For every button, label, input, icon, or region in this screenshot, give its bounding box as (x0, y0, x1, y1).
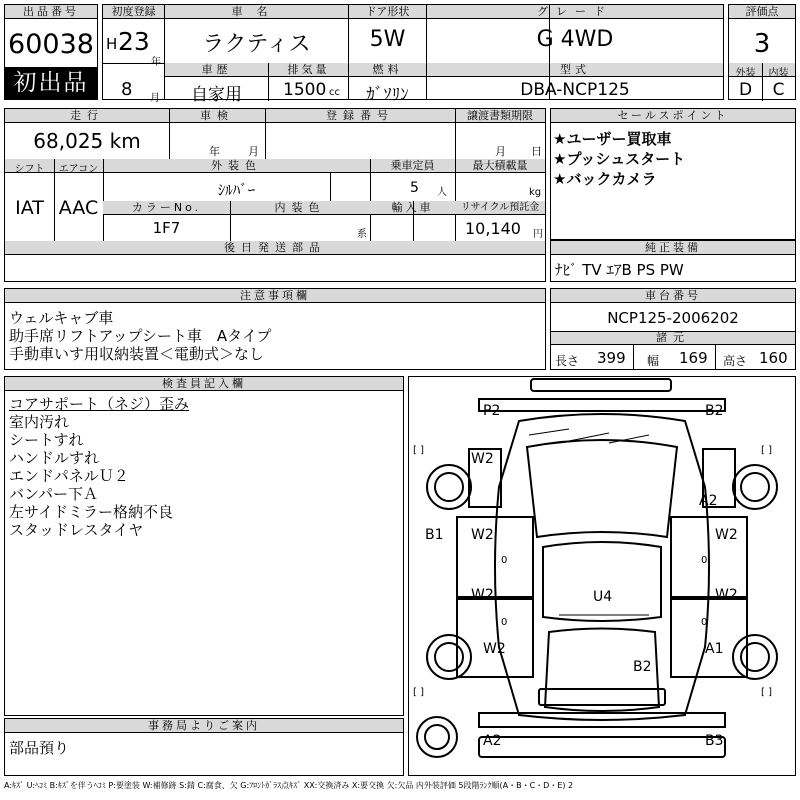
model: DBA-NCP125 (520, 80, 630, 100)
damage-mark-w2: W2 (715, 527, 738, 543)
inspector-note: 室内汚れ (9, 413, 70, 431)
vehicle-details-box (4, 108, 546, 282)
damage-mark-w2: W2 (715, 587, 738, 603)
damage-mark-b3: B3 (705, 733, 724, 749)
shift: IAT (15, 197, 44, 219)
office-text: 部品預り (9, 739, 70, 757)
zero-mark: 0 (701, 617, 708, 628)
zero-mark: 0 (501, 617, 508, 628)
damage-mark-a2: A2 (699, 493, 718, 509)
recycle-label: リサイクル預託金 (460, 202, 540, 213)
width-label: 幅 (647, 354, 660, 368)
damage-mark-w2: W2 (471, 527, 494, 543)
listing-number-label: 出品番号 (5, 5, 97, 19)
door-type: 5W (369, 27, 406, 52)
inspector-note: コアサポート（ネジ）歪み (9, 395, 190, 413)
color-no: 1F7 (152, 219, 181, 237)
damage-mark-w2: W2 (471, 451, 494, 467)
displacement-unit: cc (329, 87, 340, 98)
listing-number: 60038 (8, 29, 94, 60)
later-parts-label: 後日発送部品 (224, 241, 326, 254)
damage-mark-w2: W2 (471, 587, 494, 603)
grade-label: グレード (537, 5, 613, 18)
bracket-mark: [ ] (761, 687, 772, 698)
sales-points-label: セールスポイント (551, 109, 795, 123)
exterior-grade: D (738, 80, 753, 100)
transfer-label: 譲渡書類期限 (467, 109, 533, 122)
zero-mark: 0 (501, 555, 508, 566)
capacity-label: 乗車定員 (390, 159, 435, 172)
interior-label: 内装 (768, 68, 789, 79)
spec-label: 諸元 (656, 331, 690, 344)
width: 169 (679, 349, 708, 367)
equipment-value: ﾅﾋﾞ TV ｴｱB PS PW (555, 261, 684, 279)
grade: G 4WD (536, 27, 614, 52)
damage-mark-u4: U4 (593, 589, 613, 605)
height-label: 高さ (723, 354, 748, 368)
inspector-note: 左サイドミラー格納不良 (9, 503, 173, 521)
damage-mark-b2-front: B2 (705, 403, 724, 419)
era: H (106, 35, 118, 53)
car-name-label: 車名 (231, 5, 282, 18)
inspector-note: シートすれ (9, 431, 84, 449)
main-info-box (102, 4, 724, 105)
damage-mark-w2: W2 (483, 641, 506, 657)
sales-points-list (553, 129, 685, 189)
history: 自家用 (191, 85, 242, 105)
note-line: 手動車いす用収納装置＜電動式＞なし (9, 345, 265, 363)
chassis-box (550, 288, 796, 370)
score: 3 (753, 29, 771, 59)
bracket-mark: [ ] (413, 445, 424, 456)
inspector-note: ハンドルすれ (9, 449, 100, 467)
sales-points-box (550, 108, 796, 240)
length: 399 (597, 349, 626, 367)
bracket-mark: [ ] (761, 445, 772, 456)
displacement-label: 排気量 (287, 63, 330, 76)
inspector-box (4, 376, 404, 716)
damage-mark-a1: A1 (705, 641, 724, 657)
inspector-notes (9, 395, 189, 539)
color-no-label: カラーNo. (131, 201, 202, 214)
damage-mark-a2: A2 (483, 733, 502, 749)
history-label: 車歴 (201, 63, 232, 76)
note-line: ウェルキャブ車 (9, 309, 114, 327)
score-label: 評価点 (729, 5, 795, 19)
inspector-note: スタッドレスタイヤ (9, 521, 144, 539)
note-line: 助手席リフトアップシート車 Aタイプ (9, 327, 272, 345)
exterior-label: 外装 (735, 68, 756, 79)
equipment-label: 純正装備 (551, 241, 795, 255)
car-diagram-svg (409, 377, 795, 775)
chassis-number: NCP125-2006202 (607, 309, 739, 327)
length-label: 長さ (555, 354, 580, 368)
inspection-year: 年 (209, 145, 220, 158)
model-label: 型式 (560, 63, 590, 76)
notes-label: 注意事項欄 (5, 289, 545, 303)
fuel-label: 燃料 (372, 63, 403, 76)
first-reg-year: 23 (118, 27, 150, 56)
first-listing-badge: 初出品 (5, 67, 97, 99)
mileage-label: 走行 (70, 109, 104, 122)
recycle-amount: 10,140 (465, 219, 521, 238)
interior-grade: C (772, 80, 785, 100)
max-load-label: 最大積載量 (472, 159, 528, 172)
damage-mark-b1: B1 (425, 527, 444, 543)
listing-number-box (4, 4, 98, 100)
notes-list (9, 309, 271, 363)
aircon: AAC (58, 197, 99, 219)
sales-point: ★ユーザー買取車 (553, 130, 672, 148)
regno-label: 登録番号 (326, 109, 394, 122)
inspection-month: 月 (248, 145, 259, 158)
office-label: 事務局よりご案内 (5, 719, 403, 733)
first-reg-month: 8 (121, 79, 133, 100)
aircon-label: エアコン (58, 164, 99, 175)
mileage: 68,025 km (33, 129, 141, 153)
zero-mark: 0 (701, 555, 708, 566)
recycle-unit: 円 (533, 229, 543, 240)
bracket-mark: [ ] (413, 687, 424, 698)
inspection-label: 車検 (200, 109, 234, 122)
transfer-month: 月 (495, 145, 506, 158)
sales-point: ★プッシュスタート (553, 150, 686, 168)
shift-label: シフト (14, 164, 45, 175)
legend-text: A:ｷｽﾞ U:ﾍｺﾐ B:ｷｽﾞを伴うﾍｺﾐ P:要塗装 W:補修跡 S:錆 C:腐食、欠 G:ﾌﾛﾝﾄｶﾞﾗｽ点ｷｽﾞ XX:交換済み X:要交換 欠:欠品 内外装評価 5段階ﾗﾝｸ順(A・B・C・D・E) 2 (4, 781, 574, 790)
damage-mark-b2-rear: B2 (633, 659, 652, 675)
height: 160 (759, 349, 788, 367)
int-color-unit: 系 (357, 229, 367, 240)
notes-box (4, 288, 546, 370)
door-label: ドア形状 (365, 5, 410, 18)
office-box (4, 718, 404, 776)
sales-point: ★バックカメラ (553, 170, 657, 188)
first-reg-label: 初度登録 (111, 5, 156, 18)
ext-color: ｼﾙﾊﾞｰ (217, 181, 256, 199)
damage-mark-p2: P2 (483, 403, 501, 419)
inspector-note: エンドパネルＵ２ (9, 467, 129, 485)
ext-color-label: 外装色 (211, 159, 262, 172)
car-name: ラクティス (202, 32, 311, 57)
import-label: 輸入車 (391, 201, 434, 214)
month-unit: 月 (150, 93, 160, 104)
displacement: 1500 (283, 80, 327, 100)
transfer-day: 日 (531, 145, 542, 158)
inspector-note: バンパー下Ａ (9, 485, 98, 503)
car-diagram (408, 376, 796, 776)
score-box (728, 4, 796, 100)
inspector-label: 検査員記入欄 (5, 377, 403, 391)
capacity-unit: 人 (437, 187, 447, 198)
capacity: 5 (410, 180, 419, 196)
int-color-label: 内装色 (274, 201, 326, 214)
max-load-unit: kg (529, 187, 542, 198)
fuel: ｶﾞｿﾘﾝ (366, 85, 409, 105)
equipment-box (550, 240, 796, 282)
chassis-label: 車台番号 (551, 289, 795, 303)
year-unit: 年 (151, 57, 161, 68)
